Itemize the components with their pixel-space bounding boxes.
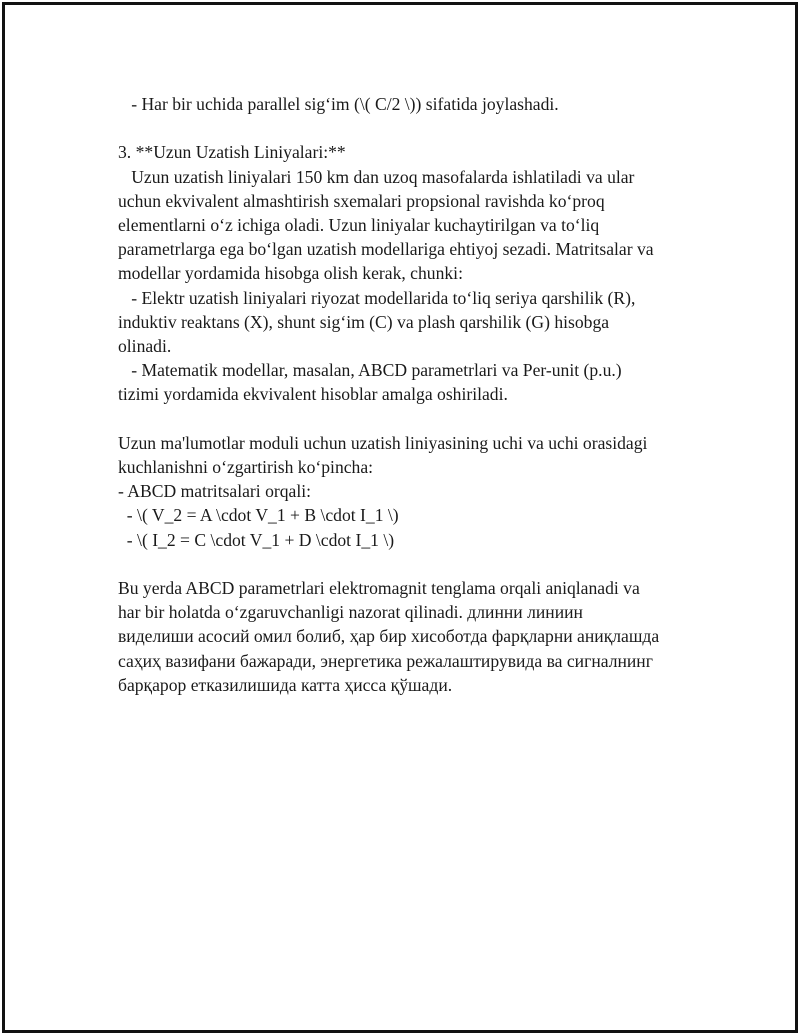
formula-line: - \( I_2 = C \cdot V_1 + D \cdot I_1 \) (118, 529, 395, 550)
text-line: барқарор етказилишида катта ҳисса қўшади. (118, 674, 453, 695)
text-line: elementlarni o‘z ichiga oladi. Uzun liniyalar kuchaytirilgan va to‘liq (118, 215, 600, 235)
section-heading: 3. **Uzun Uzatish Liniyalari:** (118, 142, 346, 163)
text-line: har bir holatda o‘zgaruvchanligi nazorat qilinadi. длинни линиин (118, 602, 583, 623)
paragraph-gap (118, 552, 698, 576)
paragraph-gap (118, 116, 698, 140)
text-line: kuchlanishni o‘zgartirish ko‘pincha: (118, 457, 374, 478)
document-body (118, 92, 698, 697)
list-item: - ABCD matritsalari orqali: (118, 481, 312, 502)
text-line: виделиши асосий омил болиб, ҳар бир хисоботда фарқларни аниқлашда (118, 626, 660, 647)
text-line: tizimi yordamida ekvivalent hisoblar amalga oshiriladi. (118, 384, 508, 405)
text-line: parametrlarga ega bo‘lgan uzatish modellariga ehtiyoj sezadi. Matritsalar va (118, 239, 654, 260)
text-line: uchun ekvivalent almashtirish sxemalari propsional ravishda ko‘proq (118, 190, 605, 211)
text-line: саҳиҳ вазифани бажаради, энергетика режалаштирувида ва сигналнинг (118, 650, 653, 671)
text-line: olinadi. (118, 336, 172, 357)
text-line: modellar yordamida hisobga olish kerak, chunki: (118, 263, 463, 284)
text-line: Uzun uzatish liniyalari 150 km dan uzoq masofalarda ishlatiladi va ular (118, 166, 635, 187)
paragraph-gap (118, 407, 698, 431)
text-line: - Har bir uchida parallel sig‘im (\( C/2 \)) sifatida joylashadi. (118, 94, 559, 114)
text-line: - Elektr uzatish liniyalari riyozat modellarida to‘liq seriya qarshilik (R), (118, 287, 636, 308)
text-line: Uzun ma'lumotlar moduli uchun uzatish liniyasining uchi va uchi orasidagi (118, 432, 648, 453)
formula-line: - \( V_2 = A \cdot V_1 + B \cdot I_1 \) (118, 505, 399, 526)
text-line: - Matematik modellar, masalan, ABCD parametrlari va Per-unit (p.u.) (118, 360, 622, 381)
text-line: induktiv reaktans (X), shunt sig‘im (C) va plash qarshilik (G) hisobga (118, 311, 610, 332)
text-line: Bu yerda ABCD parametrlari elektromagnit tenglama orqali aniqlanadi va (118, 578, 640, 599)
